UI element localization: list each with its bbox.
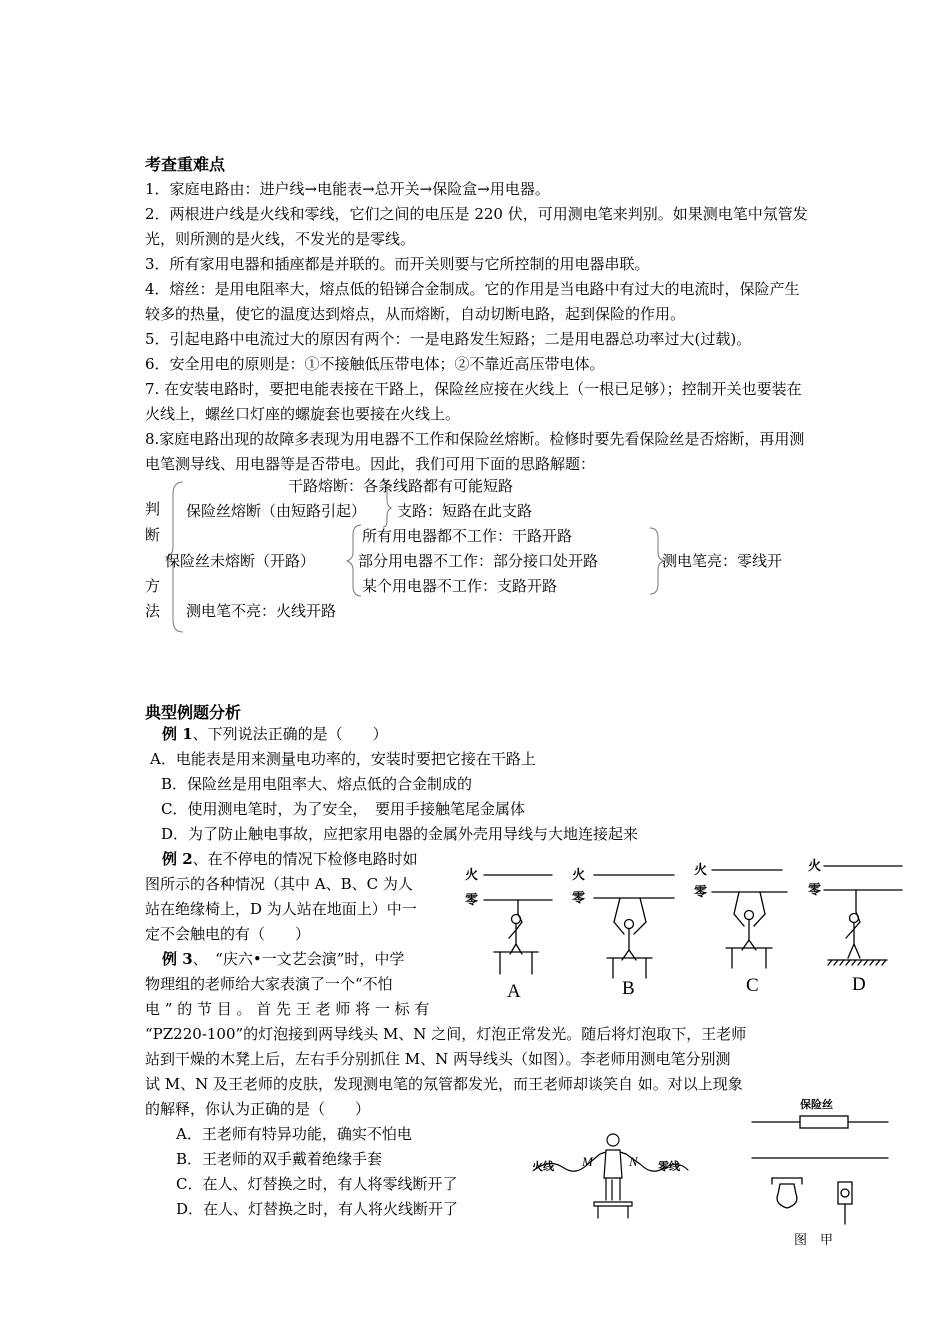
section-title-key-points: 考查重难点 — [145, 155, 226, 174]
example-3-line-7: 的解释，你认为正确的是（ ） — [145, 1100, 371, 1118]
terminal-m-label: M — [582, 1154, 593, 1169]
neutral-wire-label: 零线 — [658, 1160, 680, 1173]
point-5: 5．引起电路中电流过大的原因有两个：一是电路发生短路；二是用电器总功率过大(过载)。 — [145, 330, 752, 348]
example-3-line-3: 电 ” 的 节 目 。 首 先 王 老 师 将 一 标 有 — [145, 1000, 430, 1018]
example-1-question — [162, 722, 388, 747]
tree-all-off: 所有用电器都不工作：干路开路 — [362, 527, 573, 545]
neutral-wire-label: 零 — [808, 883, 822, 898]
neutral-wire-label: 零 — [465, 893, 479, 908]
example-3-label: 例 3 — [162, 950, 193, 968]
example-2-label: 例 2 — [162, 850, 193, 868]
example-3-option-c: C．在人、灯替换之时，有人将零线断开了 — [176, 1175, 458, 1193]
example-3-line-6: 试 M、N 及王老师的皮肤，发现测电笔的氖管都发光，而王老师却谈笑自 如。对以上现象 — [145, 1075, 743, 1093]
example-3-line-1 — [162, 947, 404, 972]
point-6: 6．安全用电的原则是：①不接触低压带电体；②不靠近高压带电体。 — [145, 355, 605, 373]
fuse-label: 保险丝 — [800, 1098, 833, 1111]
point-3: 3．所有家用电器和插座都是并联的。而开关则要与它所控制的用电器串联。 — [145, 255, 650, 273]
example-3-option-b: B．王老师的双手戴着绝缘手套 — [176, 1150, 383, 1168]
tree-pen-off: 测电笔不亮：火线开路 — [186, 602, 337, 620]
case-b-label: B — [622, 978, 635, 999]
tree-some-off: 部分用电器不工作：部分接口处开路 — [358, 552, 599, 570]
figure-caption: 图 甲 — [794, 1233, 834, 1248]
example-1-option-a: A．电能表是用来测量电功率的，安装时要把它接在干路上 — [150, 750, 536, 768]
example-3-line-4: “PZ220-100”的灯泡接到两导线头 M、N 之间，灯泡正常发光。随后将灯泡取下，王老师 — [145, 1025, 747, 1043]
example-3-line-5: 站到干燥的木凳上后，左右手分别抓住 M、N 两导线头（如图）。李老师用测电笔分别测 — [145, 1050, 731, 1068]
point-2: 2．两根进户线是火线和零线，它们之间的电压是 220 伏，可用测电笔来判别。如果测电笔中氖管发光，则所测的是火线，不发光的是零线。 — [145, 205, 808, 248]
example-3-option-d: D．在人、灯替换之时，有人将火线断开了 — [176, 1200, 459, 1218]
figure-electrician-cases — [462, 852, 902, 1002]
tree-side-char: 法 — [145, 602, 161, 620]
live-wire-label: 火 — [694, 863, 708, 878]
live-wire-label: 火 — [572, 868, 586, 883]
tree-fuse-ok: 保险丝未熔断（开路） — [165, 552, 316, 570]
example-2-line-2: 图所示的各种情况（其中 A、B、C 为人 — [145, 875, 413, 893]
tree-branch: 支路：短路在此支路 — [397, 502, 533, 520]
point-7: 7. 在安装电路时，要把电能表接在干路上，保险丝应接在火线上（一根已足够）；控制开关也要装在火线上，螺丝口灯座的螺旋套也要接在火线上。 — [145, 380, 802, 423]
tree-one-off: 某个用电器不工作：支路开路 — [362, 577, 558, 595]
example-2-line-1 — [162, 847, 418, 872]
terminal-n-label: N — [629, 1154, 638, 1169]
neutral-wire-label: 零 — [572, 891, 586, 906]
case-d-label: D — [852, 974, 866, 995]
example-1-label: 例 1 — [162, 725, 193, 743]
point-1: 1．家庭电路由：进户线→电能表→总开关→保险盒→用电器。 — [145, 180, 550, 198]
example-3-text: 、 “庆六•一文艺会演”时，中学 — [192, 950, 405, 968]
point-4: 4．熔丝：是用电阻率大，熔点低的铅锑合金制成。它的作用是当电路中有过大的电流时，保险产生较多的热量，使它的温度达到熔点，从而熔断，自动切断电路，起到保险的作用。 — [145, 280, 800, 323]
example-2-text: 、在不停电的情况下检修电路时如 — [192, 850, 418, 868]
tree-pen-on: 测电笔亮：零线开 — [662, 552, 783, 570]
example-1-option-b: B．保险丝是用电阻率大、熔点低的合金制成的 — [161, 775, 473, 793]
tree-side-char: 判 — [145, 500, 161, 518]
point-8: 8.家庭电路出现的故障多表现为用电器不工作和保险丝熔断。检修时要先看保险丝是否熔断，再用测电笔测导线、用电器等是否带电。因此，我们可用下面的思路解题： — [145, 430, 805, 473]
case-a-label: A — [507, 981, 521, 1002]
example-2-line-3: 站在绝缘椅上，D 为人站在地面上）中一 — [145, 900, 417, 918]
live-wire-label: 火 — [808, 859, 822, 874]
tree-main-line: 干路熔断：各条线路都有可能短路 — [288, 477, 514, 495]
example-3-line-2: 物理组的老师给大家表演了一个“不怕 — [145, 975, 393, 993]
example-2-line-4: 定不会触电的有（ ） — [145, 925, 311, 943]
example-1-option-d: D．为了防止触电事故，应把家用电器的金属外壳用导线与大地连接起来 — [161, 825, 639, 843]
tree-side-char: 断 — [145, 526, 161, 544]
example-1-text: 、下列说法正确的是（ ） — [192, 725, 388, 743]
tree-fuse-blown: 保险丝熔断（由短路引起） — [186, 502, 367, 520]
section-title-examples: 典型例题分析 — [145, 703, 242, 722]
neutral-wire-label: 零 — [694, 885, 708, 900]
example-1-option-c: C．使用测电笔时，为了安全， 要用手接触笔尾金属体 — [161, 800, 525, 818]
figure-teacher-on-stool — [530, 1128, 690, 1218]
live-wire-label: 火 — [465, 868, 479, 883]
example-3-option-a: A．王老师有特异功能，确实不怕电 — [176, 1125, 412, 1143]
case-c-label: C — [746, 975, 759, 996]
live-wire-label: 火线 — [532, 1160, 554, 1173]
figure-fuse-circuit — [750, 1092, 890, 1252]
tree-side-char: 方 — [145, 577, 161, 595]
